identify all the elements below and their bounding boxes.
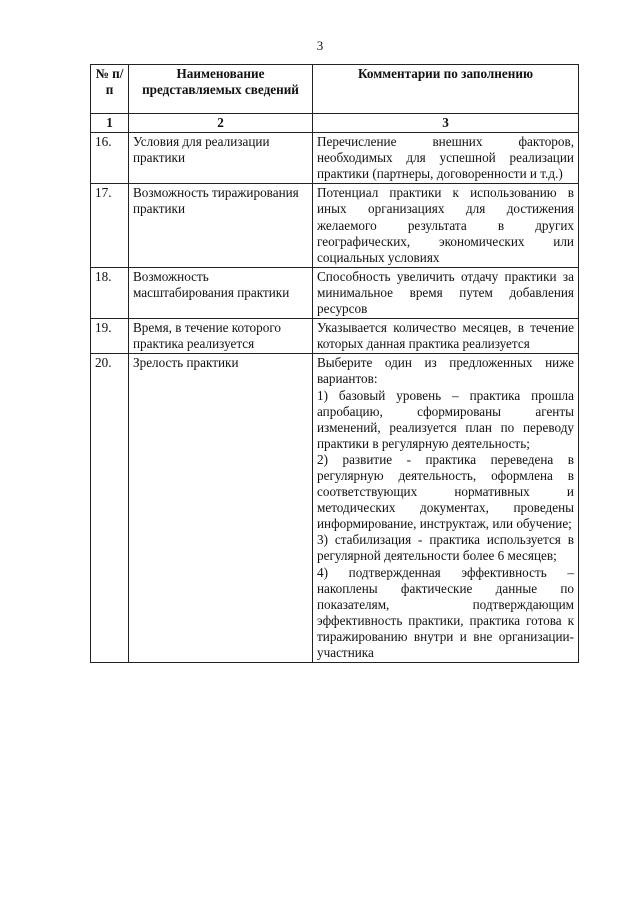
column-number: 2 [129, 114, 313, 133]
table-row [91, 184, 579, 267]
maturity-option: 4) подтвержденная эффективность – накоплены фактические данные по показателям, подтверждающим эффективность практики, практика готова к тиражированию внутри и вне организации-участника [317, 564, 574, 660]
table-row [91, 267, 579, 318]
column-number: 1 [91, 114, 129, 133]
row-num: 17. [91, 184, 129, 267]
row-name: Возможность тиражирования практики [129, 184, 313, 267]
table-row [91, 354, 579, 663]
column-number-row [91, 114, 579, 133]
maturity-intro: Выберите один из предложенных ниже вариантов: [317, 355, 574, 387]
row-comment: Способность увеличить отдачу практики за минимальное время путем добавления ресурсов [313, 267, 579, 318]
page-number: 3 [316, 38, 324, 53]
row-num: 19. [91, 319, 129, 354]
header-name: Наименование представляемых сведений [129, 65, 313, 114]
row-comment: Указывается количество месяцев, в течение которых данная практика реализуется [313, 319, 579, 354]
table-header-row [91, 65, 579, 114]
row-num: 18. [91, 267, 129, 318]
row-comment [313, 354, 579, 663]
row-name: Зрелость практики [129, 354, 313, 663]
maturity-option: 2) развитие - практика переведена в регулярную деятельность, оформлена в соответствующих нормативных и методических документах, проведены информирование, инструктаж, или обучение; [317, 451, 574, 532]
row-name: Время, в течение которого практика реализуется [129, 319, 313, 354]
row-num: 16. [91, 133, 129, 184]
table-row [91, 133, 579, 184]
row-name: Условия для реализации практики [129, 133, 313, 184]
row-comment: Потенциал практики к использованию в иных организациях для достижения желаемого результата в других географических, экономических или социальных условиях [313, 184, 579, 267]
row-comment: Перечисление внешних факторов, необходимых для успешной реализации практики (партнеры, договоренности и т.д.) [313, 133, 579, 184]
maturity-option: 1) базовый уровень – практика прошла апробацию, сформированы агенты изменений, реализуется план по переводу практики в регулярную деятельность; [317, 387, 574, 451]
row-name: Возможность масштабирования практики [129, 267, 313, 318]
header-comment: Комментарии по заполнению [313, 65, 579, 114]
table-row [91, 319, 579, 354]
info-table [90, 64, 579, 663]
maturity-option: 3) стабилизация - практика используется в регулярной деятельности более 6 месяцев; [317, 532, 574, 564]
column-number: 3 [313, 114, 579, 133]
row-num: 20. [91, 354, 129, 663]
header-num: № п/п [91, 65, 129, 114]
